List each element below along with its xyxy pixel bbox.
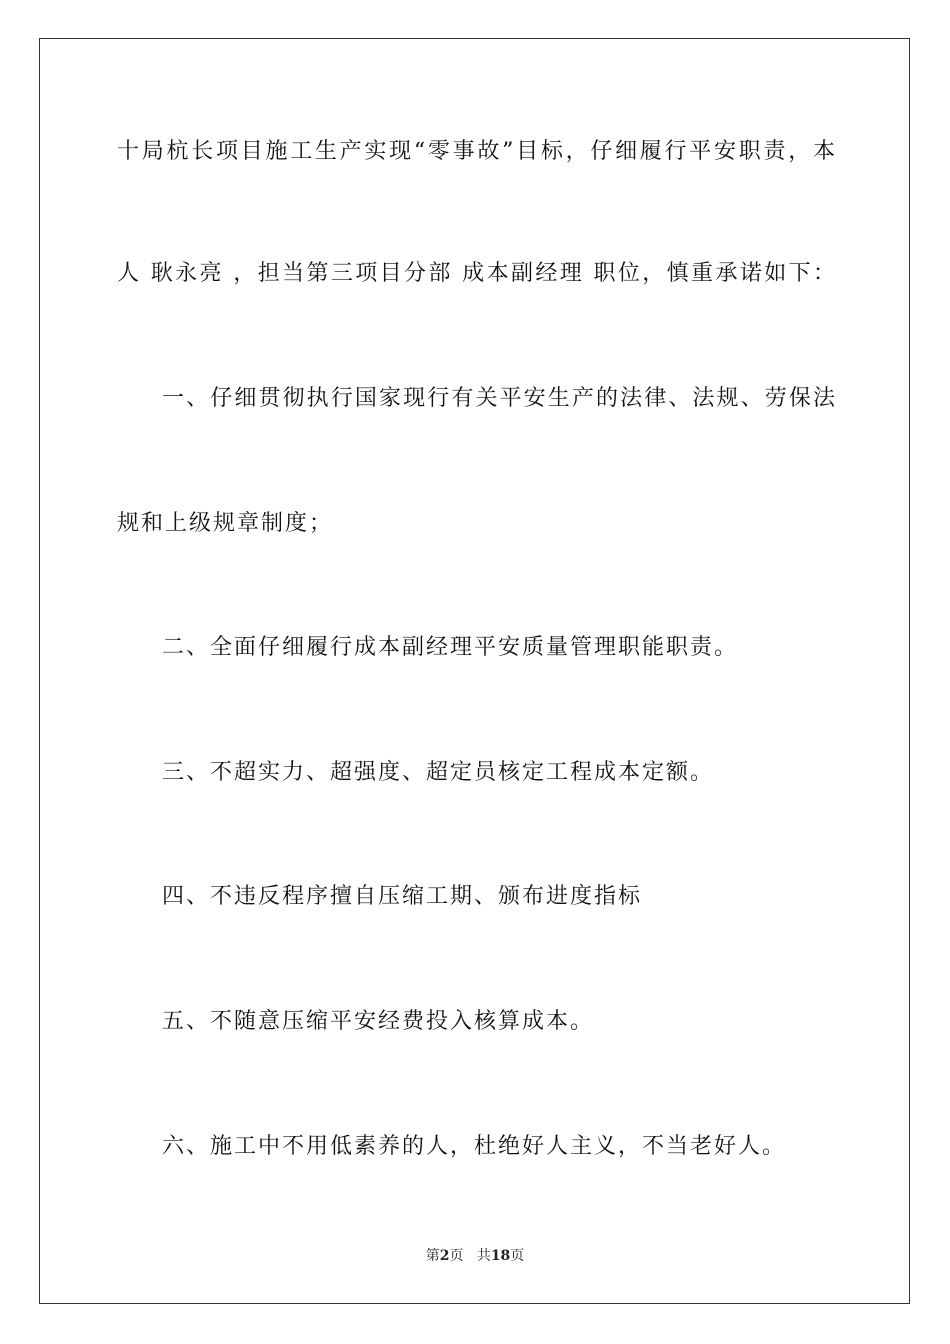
paragraph-line-1: 十局杭长项目施工生产实现“零事故”目标，仔细履行平安职责，本 [117, 139, 837, 164]
footer-page-suffix: 页 [449, 1248, 464, 1264]
footer-total-suffix: 页 [510, 1248, 525, 1264]
footer-page-prefix: 第 [425, 1248, 440, 1264]
footer-total-prefix: 共 [476, 1248, 491, 1264]
paragraph-line-3: 一、仔细贯彻执行国家现行有关平安生产的法律、法规、劳保法 [162, 386, 837, 411]
paragraph-line-9: 六、施工中不用低素养的人，杜绝好人主义，不当老好人。 [162, 1134, 787, 1159]
page-border [39, 38, 910, 1304]
footer-page-number: 2 [439, 1248, 450, 1264]
paragraph-line-2: 人 耿永亮 ，担当第三项目分部 成本副经理 职位，慎重承诺如下： [117, 261, 837, 286]
paragraph-line-5: 二、全面仔细履行成本副经理平安质量管理职能职责。 [162, 635, 739, 660]
paragraph-line-8: 五、不随意压缩平安经费投入核算成本。 [162, 1009, 595, 1034]
page-footer [0, 1247, 950, 1265]
paragraph-line-6: 三、不超实力、超强度、超定员核定工程成本定额。 [162, 760, 715, 785]
paragraph-line-7: 四、不违反程序擅自压缩工期、颁布进度指标 [162, 884, 643, 909]
paragraph-line-4: 规和上级规章制度； [117, 511, 334, 536]
footer-total-pages: 18 [490, 1248, 511, 1264]
